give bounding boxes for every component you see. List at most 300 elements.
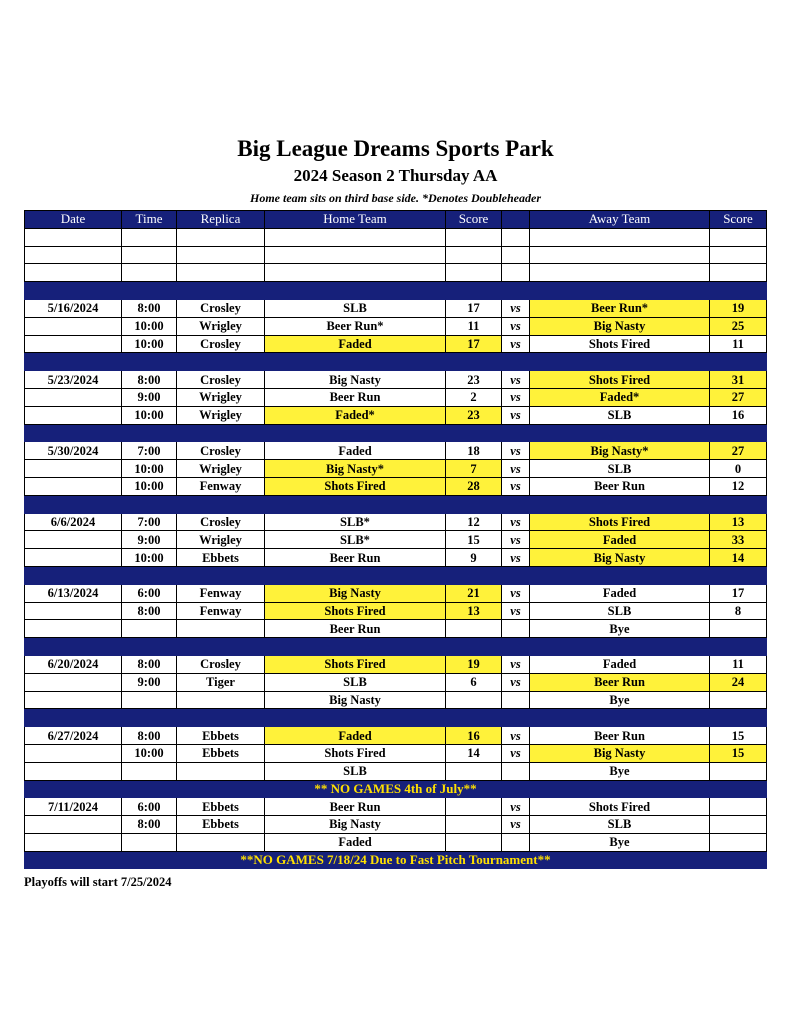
time-cell [122, 833, 177, 851]
game-row [25, 833, 767, 851]
empty-cell [177, 264, 265, 282]
away-team-cell: Big Nasty [530, 317, 710, 335]
blank-row [25, 228, 767, 246]
time-cell: 7:00 [122, 442, 177, 460]
time-cell: 9:00 [122, 673, 177, 691]
field-cell: Crosley [177, 371, 265, 389]
time-cell: 8:00 [122, 299, 177, 317]
away-team-cell: SLB [530, 602, 710, 620]
empty-cell [530, 282, 710, 300]
home-score-cell: 14 [446, 744, 502, 762]
home-team-cell: Beer Run [265, 388, 446, 406]
empty-cell [530, 424, 710, 442]
empty-cell [122, 709, 177, 727]
date-cell: 6/6/2024 [25, 513, 122, 531]
away-team-cell: Beer Run [530, 477, 710, 495]
empty-cell [177, 353, 265, 371]
column-header: Score [446, 211, 502, 229]
empty-cell [25, 228, 122, 246]
field-cell: Wrigley [177, 460, 265, 478]
vs-cell: vs [502, 477, 530, 495]
home-team-cell: Faded [265, 727, 446, 745]
home-score-cell: 18 [446, 442, 502, 460]
home-team-cell: Beer Run* [265, 317, 446, 335]
notice-text: **NO GAMES 7/18/24 Due to Fast Pitch Tournament** [25, 851, 767, 869]
field-cell: Wrigley [177, 388, 265, 406]
away-score-cell [710, 833, 767, 851]
footer-note: Playoffs will start 7/25/2024 [24, 875, 172, 889]
field-cell: Wrigley [177, 406, 265, 424]
away-team-cell: SLB [530, 816, 710, 834]
date-cell [25, 531, 122, 549]
game-row [25, 406, 767, 424]
game-row [25, 442, 767, 460]
page-subtitle: 2024 Season 2 Thursday AA [293, 166, 498, 185]
empty-cell [265, 424, 446, 442]
page-title: Big League Dreams Sports Park [237, 136, 554, 161]
notice-row [25, 780, 767, 798]
empty-cell [502, 566, 530, 584]
away-score-cell: 12 [710, 477, 767, 495]
away-team-cell: Faded* [530, 388, 710, 406]
away-score-cell [710, 691, 767, 709]
home-team-cell: SLB* [265, 531, 446, 549]
game-row [25, 299, 767, 317]
empty-cell [502, 638, 530, 656]
away-score-cell: 33 [710, 531, 767, 549]
separator-row [25, 709, 767, 727]
field-cell [177, 620, 265, 638]
date-cell: 7/11/2024 [25, 798, 122, 816]
empty-cell [265, 638, 446, 656]
empty-cell [446, 264, 502, 282]
column-header: Date [25, 211, 122, 229]
away-score-cell: 27 [710, 388, 767, 406]
separator-row [25, 353, 767, 371]
field-cell: Fenway [177, 584, 265, 602]
away-team-cell: Bye [530, 691, 710, 709]
time-cell: 10:00 [122, 335, 177, 353]
separator-row [25, 282, 767, 300]
home-score-cell: 11 [446, 317, 502, 335]
field-cell [177, 762, 265, 780]
vs-cell [502, 833, 530, 851]
home-team-cell: SLB* [265, 513, 446, 531]
empty-cell [177, 495, 265, 513]
date-cell [25, 406, 122, 424]
home-team-cell: Faded* [265, 406, 446, 424]
home-team-cell: Shots Fired [265, 602, 446, 620]
vs-cell: vs [502, 317, 530, 335]
time-cell: 6:00 [122, 798, 177, 816]
game-row [25, 816, 767, 834]
time-cell [122, 691, 177, 709]
game-row [25, 388, 767, 406]
vs-cell: vs [502, 371, 530, 389]
home-score-cell [446, 762, 502, 780]
game-row [25, 691, 767, 709]
date-cell [25, 549, 122, 567]
home-team-cell: Faded [265, 442, 446, 460]
empty-cell [530, 495, 710, 513]
time-cell: 8:00 [122, 727, 177, 745]
empty-cell [446, 246, 502, 264]
field-cell: Crosley [177, 513, 265, 531]
away-team-cell: Bye [530, 762, 710, 780]
away-team-cell: Beer Run* [530, 299, 710, 317]
empty-cell [177, 638, 265, 656]
away-score-cell: 8 [710, 602, 767, 620]
away-score-cell: 31 [710, 371, 767, 389]
empty-cell [122, 228, 177, 246]
field-cell: Crosley [177, 655, 265, 673]
column-header: Home Team [265, 211, 446, 229]
time-cell: 8:00 [122, 602, 177, 620]
field-cell: Crosley [177, 299, 265, 317]
empty-cell [177, 424, 265, 442]
empty-cell [530, 264, 710, 282]
date-cell [25, 816, 122, 834]
table-header-row [25, 211, 767, 229]
vs-cell: vs [502, 584, 530, 602]
game-row [25, 584, 767, 602]
time-cell: 10:00 [122, 477, 177, 495]
away-score-cell [710, 816, 767, 834]
vs-cell: vs [502, 335, 530, 353]
game-row [25, 655, 767, 673]
vs-cell: vs [502, 460, 530, 478]
date-cell: 5/23/2024 [25, 371, 122, 389]
empty-cell [530, 638, 710, 656]
empty-cell [502, 246, 530, 264]
home-team-cell: Faded [265, 335, 446, 353]
away-score-cell: 19 [710, 299, 767, 317]
home-score-cell: 17 [446, 335, 502, 353]
empty-cell [710, 353, 767, 371]
empty-cell [25, 246, 122, 264]
empty-cell [446, 353, 502, 371]
game-row [25, 371, 767, 389]
empty-cell [446, 638, 502, 656]
column-header: Score [710, 211, 767, 229]
empty-cell [710, 264, 767, 282]
empty-cell [265, 246, 446, 264]
vs-cell: vs [502, 798, 530, 816]
empty-cell [25, 495, 122, 513]
date-cell [25, 477, 122, 495]
field-cell: Wrigley [177, 317, 265, 335]
away-score-cell: 16 [710, 406, 767, 424]
home-score-cell: 13 [446, 602, 502, 620]
empty-cell [446, 495, 502, 513]
home-team-cell: SLB [265, 673, 446, 691]
empty-cell [177, 566, 265, 584]
time-cell: 10:00 [122, 549, 177, 567]
away-score-cell [710, 762, 767, 780]
empty-cell [710, 638, 767, 656]
separator-row [25, 566, 767, 584]
vs-cell: vs [502, 299, 530, 317]
date-cell: 6/13/2024 [25, 584, 122, 602]
vs-cell: vs [502, 549, 530, 567]
time-cell: 9:00 [122, 388, 177, 406]
empty-cell [710, 424, 767, 442]
away-team-cell: Faded [530, 655, 710, 673]
column-header: Replica [177, 211, 265, 229]
empty-cell [446, 566, 502, 584]
field-cell: Ebbets [177, 727, 265, 745]
away-team-cell: SLB [530, 460, 710, 478]
home-score-cell: 2 [446, 388, 502, 406]
away-team-cell: Beer Run [530, 727, 710, 745]
vs-cell: vs [502, 816, 530, 834]
time-cell [122, 762, 177, 780]
date-cell [25, 673, 122, 691]
away-score-cell: 15 [710, 727, 767, 745]
home-team-cell: SLB [265, 299, 446, 317]
vs-cell: vs [502, 442, 530, 460]
away-team-cell: Shots Fired [530, 798, 710, 816]
vs-cell [502, 620, 530, 638]
game-row [25, 762, 767, 780]
empty-cell [265, 264, 446, 282]
home-team-cell: Beer Run [265, 549, 446, 567]
empty-cell [446, 424, 502, 442]
empty-cell [710, 246, 767, 264]
date-cell: 6/27/2024 [25, 727, 122, 745]
date-cell [25, 762, 122, 780]
field-cell: Fenway [177, 602, 265, 620]
blank-row [25, 264, 767, 282]
time-cell: 9:00 [122, 531, 177, 549]
time-cell: 7:00 [122, 513, 177, 531]
empty-cell [122, 353, 177, 371]
empty-cell [502, 228, 530, 246]
away-score-cell: 0 [710, 460, 767, 478]
home-score-cell: 23 [446, 371, 502, 389]
away-team-cell: Big Nasty [530, 744, 710, 762]
away-team-cell: Faded [530, 584, 710, 602]
empty-cell [502, 353, 530, 371]
vs-cell: vs [502, 513, 530, 531]
home-score-cell: 15 [446, 531, 502, 549]
away-score-cell [710, 798, 767, 816]
empty-cell [25, 424, 122, 442]
empty-cell [265, 709, 446, 727]
game-row [25, 744, 767, 762]
away-score-cell [710, 620, 767, 638]
empty-cell [446, 709, 502, 727]
home-score-cell: 21 [446, 584, 502, 602]
date-cell [25, 602, 122, 620]
game-row [25, 513, 767, 531]
field-cell: Crosley [177, 442, 265, 460]
away-team-cell: Big Nasty [530, 549, 710, 567]
home-team-cell: Big Nasty [265, 371, 446, 389]
away-team-cell: Beer Run [530, 673, 710, 691]
page-note: Home team sits on third base side. *Denotes Doubleheader [250, 191, 541, 205]
date-cell: 6/20/2024 [25, 655, 122, 673]
empty-cell [530, 709, 710, 727]
separator-row [25, 495, 767, 513]
home-team-cell: Big Nasty* [265, 460, 446, 478]
empty-cell [122, 264, 177, 282]
empty-cell [502, 264, 530, 282]
time-cell: 10:00 [122, 406, 177, 424]
date-cell [25, 388, 122, 406]
game-row [25, 798, 767, 816]
home-score-cell: 19 [446, 655, 502, 673]
away-score-cell: 17 [710, 584, 767, 602]
home-score-cell [446, 798, 502, 816]
vs-cell: vs [502, 744, 530, 762]
home-score-cell [446, 691, 502, 709]
away-score-cell: 15 [710, 744, 767, 762]
notice-row [25, 851, 767, 869]
home-score-cell: 16 [446, 727, 502, 745]
empty-cell [502, 495, 530, 513]
field-cell: Ebbets [177, 816, 265, 834]
separator-row [25, 424, 767, 442]
empty-cell [502, 424, 530, 442]
empty-cell [25, 709, 122, 727]
vs-cell: vs [502, 655, 530, 673]
empty-cell [710, 709, 767, 727]
game-row [25, 531, 767, 549]
date-cell [25, 744, 122, 762]
notice-text: ** NO GAMES 4th of July** [25, 780, 767, 798]
field-cell: Tiger [177, 673, 265, 691]
empty-cell [177, 282, 265, 300]
home-score-cell [446, 620, 502, 638]
empty-cell [710, 495, 767, 513]
empty-cell [530, 353, 710, 371]
game-row [25, 620, 767, 638]
date-cell [25, 317, 122, 335]
field-cell: Wrigley [177, 531, 265, 549]
away-team-cell: Shots Fired [530, 513, 710, 531]
separator-row [25, 638, 767, 656]
empty-cell [265, 228, 446, 246]
away-score-cell: 14 [710, 549, 767, 567]
game-row [25, 477, 767, 495]
empty-cell [122, 424, 177, 442]
vs-cell: vs [502, 531, 530, 549]
empty-cell [265, 282, 446, 300]
game-row [25, 317, 767, 335]
empty-cell [502, 709, 530, 727]
home-team-cell: Big Nasty [265, 816, 446, 834]
away-team-cell: Faded [530, 531, 710, 549]
empty-cell [122, 282, 177, 300]
time-cell: 6:00 [122, 584, 177, 602]
empty-cell [122, 246, 177, 264]
empty-cell [177, 228, 265, 246]
game-row [25, 335, 767, 353]
time-cell: 8:00 [122, 371, 177, 389]
empty-cell [710, 566, 767, 584]
vs-cell [502, 762, 530, 780]
empty-cell [446, 282, 502, 300]
home-team-cell: Big Nasty [265, 691, 446, 709]
away-team-cell: SLB [530, 406, 710, 424]
empty-cell [446, 228, 502, 246]
home-score-cell: 6 [446, 673, 502, 691]
empty-cell [25, 566, 122, 584]
game-row [25, 727, 767, 745]
field-cell [177, 833, 265, 851]
vs-cell: vs [502, 602, 530, 620]
away-team-cell: Big Nasty* [530, 442, 710, 460]
home-score-cell [446, 816, 502, 834]
column-header [502, 211, 530, 229]
field-cell: Fenway [177, 477, 265, 495]
home-score-cell: 28 [446, 477, 502, 495]
home-team-cell: Beer Run [265, 620, 446, 638]
time-cell: 10:00 [122, 744, 177, 762]
date-cell [25, 620, 122, 638]
time-cell: 8:00 [122, 655, 177, 673]
date-cell [25, 833, 122, 851]
empty-cell [25, 353, 122, 371]
empty-cell [25, 264, 122, 282]
schedule-table [24, 210, 767, 869]
empty-cell [710, 228, 767, 246]
away-team-cell: Shots Fired [530, 335, 710, 353]
empty-cell [122, 566, 177, 584]
away-score-cell: 27 [710, 442, 767, 460]
away-score-cell: 25 [710, 317, 767, 335]
empty-cell [530, 246, 710, 264]
column-header: Time [122, 211, 177, 229]
empty-cell [710, 282, 767, 300]
home-score-cell: 12 [446, 513, 502, 531]
away-team-cell: Bye [530, 833, 710, 851]
time-cell [122, 620, 177, 638]
date-cell [25, 460, 122, 478]
home-score-cell: 17 [446, 299, 502, 317]
field-cell: Crosley [177, 335, 265, 353]
away-score-cell: 24 [710, 673, 767, 691]
empty-cell [25, 282, 122, 300]
empty-cell [25, 638, 122, 656]
empty-cell [177, 246, 265, 264]
time-cell: 10:00 [122, 460, 177, 478]
game-row [25, 549, 767, 567]
field-cell [177, 691, 265, 709]
game-row [25, 673, 767, 691]
home-team-cell: Shots Fired [265, 477, 446, 495]
schedule-body [25, 228, 767, 869]
empty-cell [122, 495, 177, 513]
home-team-cell: Beer Run [265, 798, 446, 816]
empty-cell [530, 228, 710, 246]
away-score-cell: 11 [710, 655, 767, 673]
game-row [25, 602, 767, 620]
game-row [25, 460, 767, 478]
empty-cell [122, 638, 177, 656]
empty-cell [177, 709, 265, 727]
field-cell: Ebbets [177, 549, 265, 567]
field-cell: Ebbets [177, 798, 265, 816]
home-score-cell: 9 [446, 549, 502, 567]
empty-cell [502, 282, 530, 300]
time-cell: 8:00 [122, 816, 177, 834]
vs-cell [502, 691, 530, 709]
empty-cell [265, 566, 446, 584]
blank-row [25, 246, 767, 264]
time-cell: 10:00 [122, 317, 177, 335]
